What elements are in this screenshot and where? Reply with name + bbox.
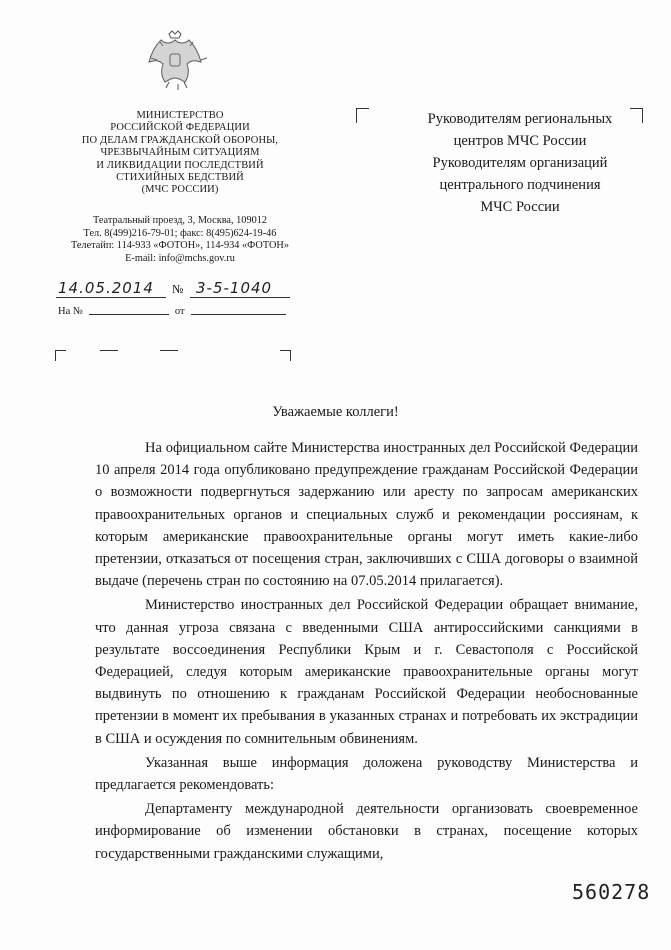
- recipient-line: центров МЧС России: [453, 133, 587, 149]
- recipient-line: Руководителям организаций: [432, 155, 608, 171]
- coat-of-arms-emblem: [143, 28, 207, 92]
- recipient-line: МЧС России: [480, 199, 560, 215]
- date-underline: [56, 297, 166, 298]
- contact-address: Театральный проезд, 3, Москва, 109012: [92, 215, 268, 226]
- org-line: СТИХИЙНЫХ БЕДСТВИЙ: [116, 172, 244, 184]
- org-line: РОССИЙСКОЙ ФЕДЕРАЦИИ: [110, 122, 250, 134]
- body-paragraph: Министерство иностранных дел Российской Федерации обращает внимание, что данная угроза связана с введенными США антироссийскими санкциями в результате воссоединения Республики Крым и г. Севастополя с Российской Федерацией, следуя которым американские правоохранительные органы могут выдвинуть по отношению к гражданам Российской Федерации необоснованные претензии в момент их пребывания в указанных странах и потребовать их экстрадиции в США и осуждения по сомнительным обвинениям.: [95, 597, 638, 747]
- ministry-name-block: [70, 110, 290, 197]
- body-paragraph: На официальном сайте Министерства иностранных дел Российской Федерации 10 апреля 2014 года опубликовано предупреждение гражданам Российской Федерации о возможности подвергнуться задержанию или аресту по запросам американских правоохранительных органов и специальных служб и рекомендации россиянам, к которым американские правоохранительные органы могут иметь какие-либо претензии, отказаться от посещения стран, заключивших с США договоры о взаимной выдаче (перечень стран по состоянию на 07.05.2014 прилагается).: [95, 440, 638, 590]
- corner-mark: [55, 350, 66, 361]
- corner-mark: [160, 350, 178, 351]
- ot-label: от: [174, 306, 185, 317]
- org-line: (МЧС РОССИИ): [141, 184, 219, 196]
- na-label: На №: [58, 306, 83, 317]
- contact-teletype: Телетайп: 114-933 «ФОТОН», 114-934 «ФОТОН»: [70, 240, 290, 252]
- corner-mark: [356, 108, 369, 123]
- contact-phone: Тел. 8(499)216-79-01; факс: 8(495)624-19-46: [83, 227, 277, 239]
- recipients-block: [385, 108, 655, 218]
- handwritten-number: 3-5-1040: [196, 279, 273, 297]
- reference-row: [58, 306, 286, 317]
- corner-mark: [100, 350, 118, 351]
- handwritten-date: 14.05.2014: [58, 279, 154, 297]
- document-serial-number: 560278: [572, 880, 651, 904]
- recipient-line: Руководителям региональных: [427, 111, 613, 127]
- org-line: ЧРЕЗВЫЧАЙНЫМ СИТУАЦИЯМ: [100, 147, 260, 159]
- body-paragraph: Указанная выше информация доложена руководству Министерства и предлагается рекомендовать:: [95, 754, 638, 794]
- reference-number-line: [89, 314, 169, 315]
- body-paragraph: Департаменту международной деятельности организовать своевременное информирование об изменении обстановки в странах, посещение которых государственными гражданскими служащими,: [95, 801, 638, 862]
- greeting: Уважаемые коллеги!: [272, 404, 399, 420]
- reference-date-line: [191, 314, 286, 315]
- letter-body: [95, 437, 638, 865]
- recipient-line: центрального подчинения: [439, 177, 601, 193]
- org-line: ПО ДЕЛАМ ГРАЖДАНСКОЙ ОБОРОНЫ,: [81, 134, 279, 146]
- contacts-block: [60, 215, 300, 265]
- org-line: И ЛИКВИДАЦИИ ПОСЛЕДСТВИЙ: [96, 159, 264, 171]
- number-sign: №: [172, 282, 184, 296]
- corner-mark: [280, 350, 291, 361]
- contact-email: E-mail: info@mchs.gov.ru: [125, 252, 235, 264]
- org-line: МИНИСТЕРСТВО: [136, 110, 224, 121]
- number-underline: [190, 297, 290, 298]
